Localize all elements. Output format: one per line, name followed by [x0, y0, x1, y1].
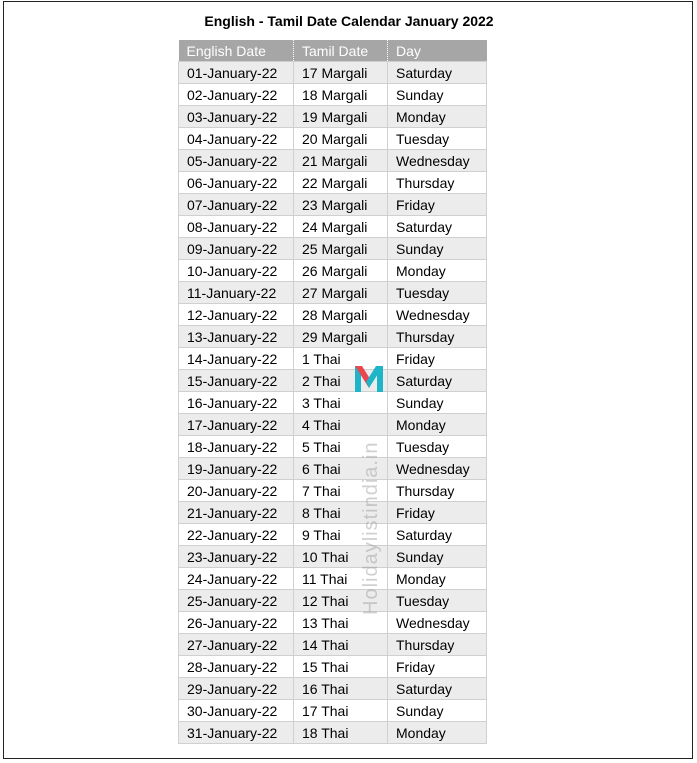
cell-tamil-date: 25 Margali [294, 238, 388, 260]
cell-tamil-date: 24 Margali [294, 216, 388, 238]
cell-tamil-date: 10 Thai [294, 546, 388, 568]
cell-english-date: 28-January-22 [179, 656, 294, 678]
cell-english-date: 16-January-22 [179, 392, 294, 414]
cell-day: Thursday [388, 634, 487, 656]
cell-day: Tuesday [388, 282, 487, 304]
cell-tamil-date: 11 Thai [294, 568, 388, 590]
cell-english-date: 15-January-22 [179, 370, 294, 392]
cell-day: Wednesday [388, 304, 487, 326]
watermark-text: Holidaylistindia.in [360, 441, 382, 615]
watermark-logo-icon [353, 364, 385, 399]
table-body [179, 62, 487, 744]
table-row [179, 150, 487, 172]
table-row [179, 722, 487, 744]
cell-english-date: 22-January-22 [179, 524, 294, 546]
cell-day: Monday [388, 722, 487, 744]
table-row [179, 326, 487, 348]
cell-tamil-date: 17 Thai [294, 700, 388, 722]
cell-tamil-date: 13 Thai [294, 612, 388, 634]
cell-tamil-date: 18 Thai [294, 722, 388, 744]
cell-english-date: 19-January-22 [179, 458, 294, 480]
header-day: Day [388, 40, 487, 62]
cell-day: Sunday [388, 546, 487, 568]
cell-day: Saturday [388, 524, 487, 546]
table-row [179, 106, 487, 128]
table-row [179, 216, 487, 238]
table-row [179, 84, 487, 106]
cell-tamil-date: 3 Thai [294, 392, 388, 414]
table-row [179, 590, 487, 612]
table-row [179, 282, 487, 304]
cell-tamil-date: 1 Thai [294, 348, 388, 370]
cell-day: Saturday [388, 370, 487, 392]
cell-day: Tuesday [388, 436, 487, 458]
cell-day: Sunday [388, 392, 487, 414]
cell-english-date: 01-January-22 [179, 62, 294, 84]
cell-english-date: 24-January-22 [179, 568, 294, 590]
cell-tamil-date: 29 Margali [294, 326, 388, 348]
cell-tamil-date: 15 Thai [294, 656, 388, 678]
table-row [179, 128, 487, 150]
cell-day: Friday [388, 502, 487, 524]
cell-english-date: 14-January-22 [179, 348, 294, 370]
cell-day: Sunday [388, 238, 487, 260]
cell-day: Monday [388, 568, 487, 590]
cell-english-date: 09-January-22 [179, 238, 294, 260]
table-row [179, 436, 487, 458]
cell-tamil-date: 27 Margali [294, 282, 388, 304]
cell-english-date: 17-January-22 [179, 414, 294, 436]
table-row [179, 678, 487, 700]
cell-day: Sunday [388, 700, 487, 722]
cell-day: Friday [388, 194, 487, 216]
cell-tamil-date: 14 Thai [294, 634, 388, 656]
page-title: English - Tamil Date Calendar January 2022 [204, 13, 494, 29]
cell-english-date: 29-January-22 [179, 678, 294, 700]
cell-english-date: 12-January-22 [179, 304, 294, 326]
cell-english-date: 05-January-22 [179, 150, 294, 172]
table-row [179, 546, 487, 568]
cell-english-date: 30-January-22 [179, 700, 294, 722]
cell-day: Sunday [388, 84, 487, 106]
cell-day: Thursday [388, 326, 487, 348]
table-row [179, 238, 487, 260]
cell-english-date: 23-January-22 [179, 546, 294, 568]
table-row [179, 634, 487, 656]
cell-tamil-date: 21 Margali [294, 150, 388, 172]
cell-day: Monday [388, 414, 487, 436]
cell-day: Friday [388, 348, 487, 370]
cell-tamil-date: 6 Thai [294, 458, 388, 480]
cell-day: Wednesday [388, 458, 487, 480]
cell-tamil-date: 12 Thai [294, 590, 388, 612]
cell-english-date: 06-January-22 [179, 172, 294, 194]
table-row [179, 414, 487, 436]
cell-english-date: 02-January-22 [179, 84, 294, 106]
table-row [179, 568, 487, 590]
cell-tamil-date: 9 Thai [294, 524, 388, 546]
cell-english-date: 08-January-22 [179, 216, 294, 238]
cell-tamil-date: 20 Margali [294, 128, 388, 150]
cell-english-date: 13-January-22 [179, 326, 294, 348]
table-row [179, 172, 487, 194]
table-row [179, 62, 487, 84]
table-row [179, 348, 487, 370]
cell-tamil-date: 5 Thai [294, 436, 388, 458]
cell-tamil-date: 17 Margali [294, 62, 388, 84]
table-row [179, 502, 487, 524]
cell-english-date: 20-January-22 [179, 480, 294, 502]
cell-english-date: 03-January-22 [179, 106, 294, 128]
table-row [179, 458, 487, 480]
cell-day: Monday [388, 260, 487, 282]
table-row [179, 612, 487, 634]
cell-tamil-date: 26 Margali [294, 260, 388, 282]
cell-day: Wednesday [388, 150, 487, 172]
table-row [179, 656, 487, 678]
cell-english-date: 31-January-22 [179, 722, 294, 744]
cell-english-date: 18-January-22 [179, 436, 294, 458]
cell-day: Tuesday [388, 128, 487, 150]
cell-day: Friday [388, 656, 487, 678]
table-row [179, 370, 487, 392]
table-row [179, 194, 487, 216]
cell-day: Saturday [388, 216, 487, 238]
table-row [179, 392, 487, 414]
table-row [179, 260, 487, 282]
cell-english-date: 21-January-22 [179, 502, 294, 524]
cell-tamil-date: 23 Margali [294, 194, 388, 216]
table-row [179, 304, 487, 326]
table-row [179, 480, 487, 502]
cell-tamil-date: 16 Thai [294, 678, 388, 700]
cell-tamil-date: 2 Thai [294, 370, 388, 392]
cell-day: Thursday [388, 172, 487, 194]
cell-english-date: 04-January-22 [179, 128, 294, 150]
cell-day: Monday [388, 106, 487, 128]
table-row [179, 524, 487, 546]
cell-tamil-date: 4 Thai [294, 414, 388, 436]
table-row [179, 700, 487, 722]
cell-english-date: 26-January-22 [179, 612, 294, 634]
table-header-row [179, 40, 487, 62]
cell-english-date: 10-January-22 [179, 260, 294, 282]
cell-tamil-date: 28 Margali [294, 304, 388, 326]
cell-day: Tuesday [388, 590, 487, 612]
header-english-date: English Date [179, 40, 294, 62]
cell-tamil-date: 7 Thai [294, 480, 388, 502]
cell-tamil-date: 19 Margali [294, 106, 388, 128]
cell-english-date: 27-January-22 [179, 634, 294, 656]
cell-english-date: 07-January-22 [179, 194, 294, 216]
cell-english-date: 11-January-22 [179, 282, 294, 304]
cell-day: Saturday [388, 678, 487, 700]
cell-english-date: 25-January-22 [179, 590, 294, 612]
cell-day: Saturday [388, 62, 487, 84]
cell-tamil-date: 18 Margali [294, 84, 388, 106]
cell-tamil-date: 8 Thai [294, 502, 388, 524]
cell-tamil-date: 22 Margali [294, 172, 388, 194]
header-tamil-date: Tamil Date [294, 40, 388, 62]
cell-day: Wednesday [388, 612, 487, 634]
calendar-table [178, 40, 487, 744]
cell-day: Thursday [388, 480, 487, 502]
